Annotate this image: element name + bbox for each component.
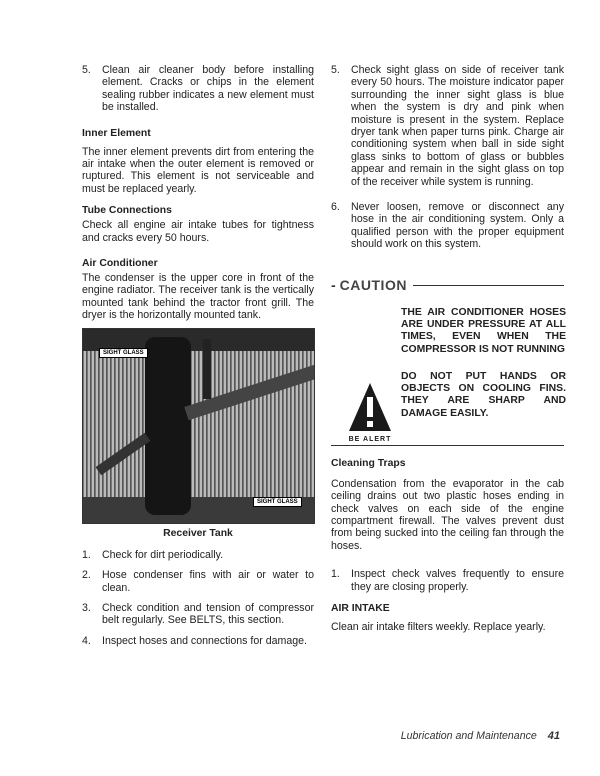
air-conditioner-text: The condenser is the upper core in front of the engine radiator. The receiver tank is the vertically mounted tank behind the tractor front grill. The dryer is the horizontally mounted tank. — [82, 272, 314, 322]
alert-triangle-icon — [347, 381, 393, 443]
warning-fins: DO NOT PUT HANDS OR OBJECTS ON COOLING FINS. THEY ARE SHARP AND DAMAGE EASILY. — [401, 370, 566, 419]
list-item — [331, 201, 564, 251]
photo-caption: Receiver Tank — [163, 527, 233, 539]
item-text: Check sight glass on side of receiver tank every 50 hours. The moisture indicator paper surrounding the inner sight glass is blue when the system is dry and pink when moisture is present in the system. Replace dryer tank when paper turns pink. Charge air conditioning system when ball in side sight glass sinks to bottom of glass or bubbles appear and remain in the sight glass on top of the receiver while system is running. — [351, 64, 564, 188]
item-text: Clean air cleaner body before installing element. Cracks or chips in the element sealing rubber indicates a new element must be installed. — [102, 64, 314, 114]
alert-label: BE ALERT — [348, 435, 392, 443]
cleaning-traps-heading: Cleaning Traps — [331, 457, 406, 469]
page-footer — [401, 730, 560, 742]
item-text: Never loosen, remove or disconnect any hose in the air conditioning system. Only a qualified person with the proper equipment should work on this system. — [351, 201, 564, 251]
caution-title: CAUTION — [339, 276, 407, 293]
item-text: Hose condenser fins with air or water to clean. — [102, 569, 314, 594]
item-number: 4. — [82, 634, 91, 647]
air-conditioner-heading: Air Conditioner — [82, 258, 158, 270]
caution-header — [331, 277, 564, 293]
list-item — [331, 64, 564, 188]
tube-connections-text: Check all engine air intake tubes for tightness and cracks every 50 hours. — [82, 219, 314, 244]
list-item — [331, 568, 564, 593]
tube-connections-heading: Tube Connections — [82, 205, 172, 217]
caution-box — [331, 293, 564, 453]
sight-glass-label-bottom: SIGHT GLASS — [253, 497, 302, 507]
receiver-tank-photo — [82, 328, 315, 524]
list-item — [82, 602, 314, 627]
item-text: Check for dirt periodically. — [102, 548, 224, 561]
item-text: Inspect check valves frequently to ensure they are closing properly. — [351, 568, 564, 593]
list-item — [82, 635, 314, 647]
inner-element-heading: Inner Element — [82, 127, 151, 139]
right-column — [331, 64, 564, 633]
sight-glass-label-top: SIGHT GLASS — [99, 348, 148, 358]
air-intake-text: Clean air intake filters weekly. Replace yearly. — [331, 620, 546, 633]
page-number: 41 — [547, 730, 560, 742]
item-number: 2. — [82, 569, 91, 582]
item-number: 1. — [331, 568, 340, 581]
footer-section: Lubrication and Maintenance — [400, 730, 537, 742]
list-item — [82, 64, 314, 114]
caution-dash: - — [331, 276, 336, 293]
item-number: 5. — [331, 64, 340, 76]
inner-element-text: The inner element prevents dirt from entering the air intake when the outer element is removed or ruptured. This element is not serviceable and must be replaced yearly. — [82, 145, 314, 195]
list-item — [82, 569, 314, 594]
item-number: 3. — [82, 601, 91, 614]
air-intake-heading: AIR INTAKE — [331, 602, 390, 614]
caution-bottom-rule — [331, 445, 564, 446]
left-column — [82, 64, 314, 647]
warning-pressure: THE AIR CONDITIONER HOSES ARE UNDER PRESSURE AT ALL TIMES, EVEN WHEN THE COMPRESSOR IS NOT RUNNING — [401, 306, 566, 355]
item-text: Inspect hoses and connections for damage. — [102, 634, 307, 647]
list-item — [82, 549, 314, 561]
item-number: 5. — [82, 64, 91, 76]
item-text: Check condition and tension of compressor belt regularly. See BELTS, this section. — [102, 601, 314, 627]
cleaning-traps-text: Condensation from the evaporator in the cab ceiling drains out two plastic hoses ending in check valves on each side of the engine compartment firewall. The valves prevent dust from being sucked into the ceiling fan through the hoses. — [331, 477, 564, 552]
item-number: 6. — [331, 201, 340, 214]
caution-rule — [413, 285, 564, 286]
condenser-list — [82, 549, 314, 647]
item-number: 1. — [82, 548, 91, 561]
